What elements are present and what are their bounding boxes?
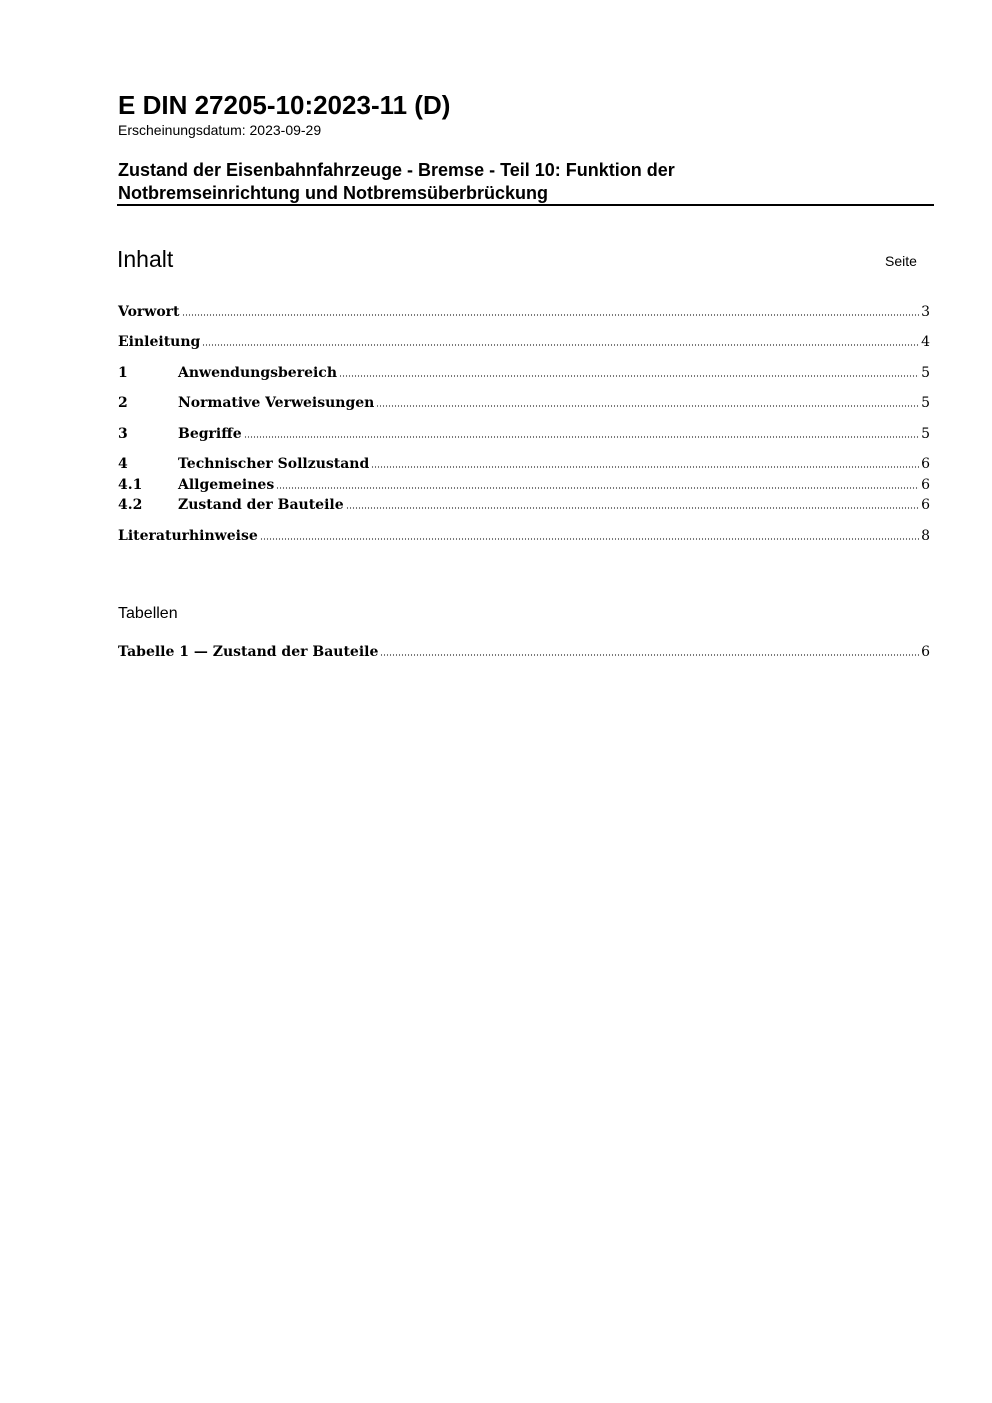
toc-entry-4-2[interactable]: [118, 496, 930, 514]
toc-entry-einleitung[interactable]: [118, 333, 930, 351]
toc-entry-page: 8: [921, 528, 930, 544]
toc-entry-title: Vorwort: [118, 304, 180, 320]
publication-date: Erscheinungsdatum: 2023-09-29: [118, 122, 322, 138]
toc-entry-title: Einleitung: [118, 334, 201, 350]
toc-entry-page: 5: [921, 426, 930, 442]
leader-dots: [202, 343, 919, 347]
toc-entry-title: Literaturhinweise: [118, 528, 258, 544]
toc-entry-page: 5: [921, 365, 930, 381]
leader-dots: [244, 435, 919, 439]
toc-entry-title: Normative Verweisungen: [178, 395, 375, 411]
toc-entry-number: 2: [118, 395, 128, 411]
table-list-entry-1[interactable]: [118, 643, 930, 661]
toc-entry-3[interactable]: [118, 425, 930, 443]
toc-entry-page: 6: [921, 456, 930, 472]
toc-entry-number: 4.1: [118, 477, 143, 493]
toc-entry-1[interactable]: [118, 364, 930, 382]
toc-entry-4[interactable]: [118, 455, 930, 473]
toc-entry-page: 5: [921, 395, 930, 411]
leader-dots: [371, 465, 919, 469]
document-title: [118, 159, 878, 205]
toc-entry-title: Begriffe: [178, 426, 242, 442]
toc-entry-title: Technischer Sollzustand: [178, 456, 370, 472]
toc-entry-page: 4: [921, 334, 930, 350]
toc-entry-number: 4.2: [118, 497, 143, 513]
toc-entry-number: 4: [118, 456, 128, 472]
document-title-line-2: Notbremseinrichtung und Notbremsüberbrückung: [118, 183, 549, 203]
page-column-label: Seite: [885, 253, 917, 269]
toc-entry-page: 6: [921, 497, 930, 513]
leader-dots: [376, 404, 919, 408]
document-id: E DIN 27205-10:2023-11 (D): [118, 90, 451, 120]
toc-entry-page: 3: [921, 304, 930, 320]
toc-entry-literaturhinweise[interactable]: [118, 527, 930, 545]
leader-dots: [182, 313, 920, 317]
toc-entry-title: Zustand der Bauteile: [178, 497, 344, 513]
toc-entry-4-1[interactable]: [118, 476, 930, 494]
toc-entry-page: 6: [921, 477, 930, 493]
toc-entry-title: Allgemeines: [178, 477, 275, 493]
tables-heading: Tabellen: [118, 605, 178, 622]
toc-heading: Inhalt: [117, 246, 174, 272]
toc-entry-number: 1: [118, 365, 128, 381]
title-divider: [117, 204, 934, 206]
document-title-line-1: Zustand der Eisenbahnfahrzeuge - Bremse - Teil 10: Funktion der: [118, 160, 675, 180]
leader-dots: [380, 653, 919, 657]
table-entry-title: Tabelle 1 — Zustand der Bauteile: [118, 644, 379, 660]
toc-entry-number: 3: [118, 426, 128, 442]
leader-dots: [346, 506, 919, 510]
toc-entry-title: Anwendungsbereich: [178, 365, 337, 381]
table-entry-page: 6: [921, 644, 930, 660]
leader-dots: [260, 537, 919, 541]
leader-dots: [276, 486, 919, 490]
leader-dots: [339, 374, 919, 378]
toc-entry-vorwort[interactable]: [118, 303, 930, 321]
toc-entry-2[interactable]: [118, 394, 930, 412]
